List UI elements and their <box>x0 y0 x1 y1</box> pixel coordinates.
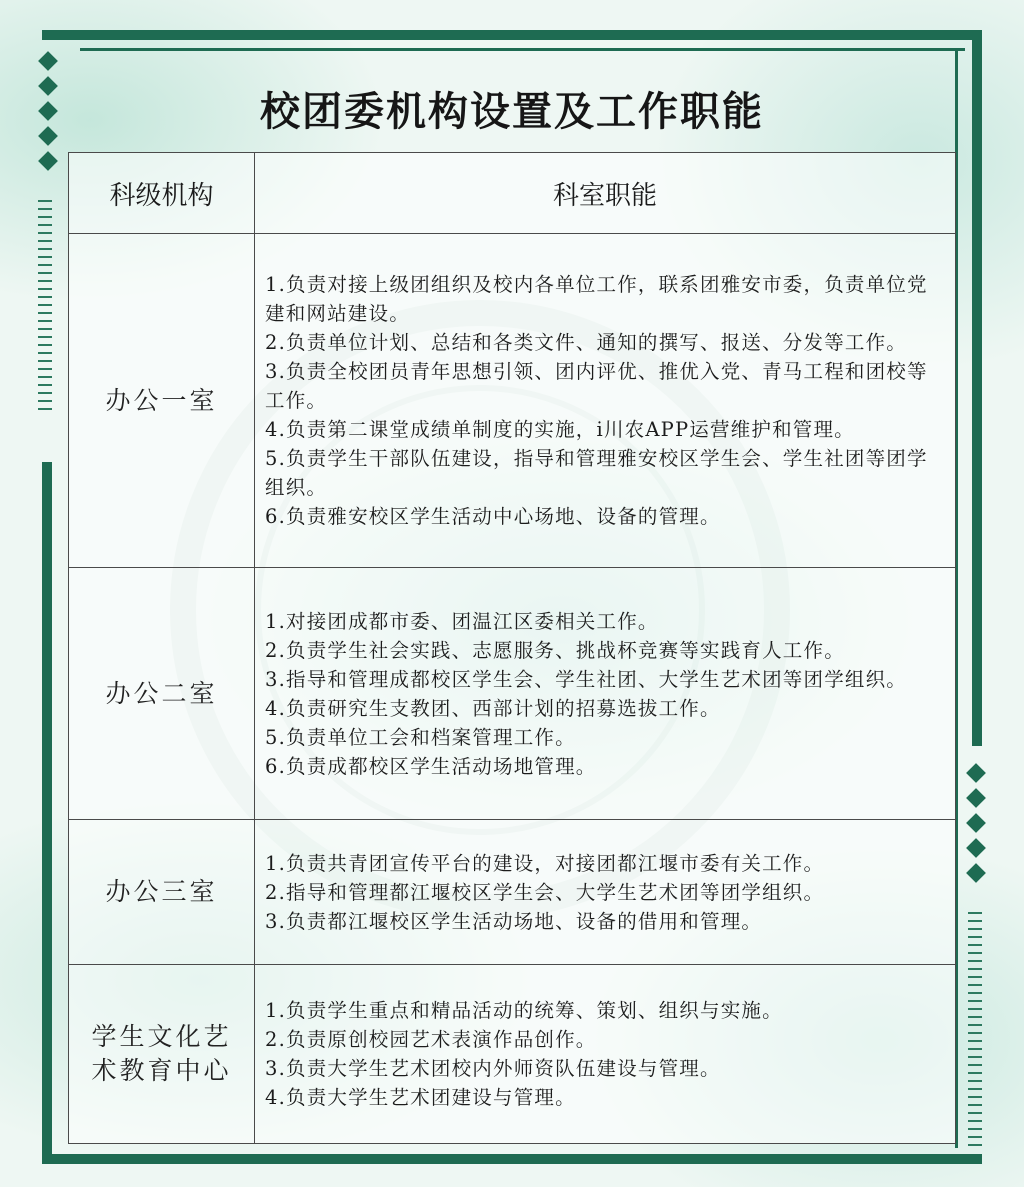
duty-item: 5.负责学生干部队伍建设，指导和管理雅安校区学生会、学生社团等团学组织。 <box>265 447 928 499</box>
duty-cell <box>255 965 956 1144</box>
diamond-icon <box>38 76 58 96</box>
duty-item: 2.负责学生社会实践、志愿服务、挑战杯竞赛等实践育人工作。 <box>265 638 845 662</box>
duty-cell <box>255 568 956 820</box>
diamond-icon <box>38 126 58 146</box>
diamond-icon <box>966 788 986 808</box>
diamond-icon <box>38 151 58 171</box>
duties-table <box>68 152 956 1144</box>
page-title: 校团委机构设置及工作职能 <box>260 89 764 135</box>
duty-item: 4.负责研究生支教团、西部计划的招募选拔工作。 <box>265 696 721 720</box>
frame-left-bar <box>42 462 52 1164</box>
dash-ornament-left <box>38 200 52 416</box>
duty-item: 1.负责学生重点和精品活动的统筹、策划、组织与实施。 <box>265 999 783 1022</box>
duty-item: 1.负责共青团宣传平台的建设，对接团都江堰市委有关工作。 <box>265 851 825 875</box>
diamond-icon <box>966 863 986 883</box>
duty-item: 1.对接团成都市委、团温江区委相关工作。 <box>265 609 659 633</box>
frame-right-bar <box>972 30 982 746</box>
diamond-ornament-left <box>38 54 58 179</box>
diamond-ornament-right <box>966 766 986 891</box>
duty-item: 3.指导和管理成都校区学生会、学生社团、大学生艺术团等团学组织。 <box>265 667 908 691</box>
header-duties: 科室职能 <box>255 153 956 234</box>
header-dept: 科级机构 <box>69 153 255 234</box>
dept-cell: 办公三室 <box>69 820 255 965</box>
table-row <box>69 820 956 965</box>
duty-cell <box>255 234 956 568</box>
dept-cell: 学生文化艺术教育中心 <box>69 965 255 1144</box>
duty-item: 4.负责第二课堂成绩单制度的实施，i川农APP运营维护和管理。 <box>265 418 855 441</box>
table-header-row <box>69 153 956 234</box>
duty-item: 2.负责原创校园艺术表演作品创作。 <box>265 1028 597 1051</box>
diamond-icon <box>38 51 58 71</box>
dept-cell: 办公一室 <box>69 234 255 568</box>
dept-cell: 办公二室 <box>69 568 255 820</box>
duty-item: 2.指导和管理都江堰校区学生会、大学生艺术团等团学组织。 <box>265 880 825 904</box>
table-row <box>69 965 956 1144</box>
diamond-icon <box>38 101 58 121</box>
duty-item: 1.负责对接上级团组织及校内各单位工作，联系团雅安市委，负责单位党建和网站建设。 <box>265 273 928 325</box>
duty-item: 2.负责单位计划、总结和各类文件、通知的撰写、报送、分发等工作。 <box>265 331 908 354</box>
duty-item: 6.负责雅安校区学生活动中心场地、设备的管理。 <box>265 505 721 528</box>
dash-ornament-right <box>968 912 982 1152</box>
duty-item: 3.负责大学生艺术团校内外师资队伍建设与管理。 <box>265 1057 721 1080</box>
diamond-icon <box>966 813 986 833</box>
table-row <box>69 568 956 820</box>
duty-item: 6.负责成都校区学生活动场地管理。 <box>265 754 597 778</box>
duty-item: 4.负责大学生艺术团建设与管理。 <box>265 1086 576 1109</box>
frame-bottom-bar <box>42 1154 982 1164</box>
frame-top-bar <box>42 30 982 40</box>
table-row <box>69 234 956 568</box>
duty-item: 3.负责全校团员青年思想引领、团内评优、推优入党、青马工程和团校等工作。 <box>265 360 928 412</box>
diamond-icon <box>966 838 986 858</box>
frame-top-line <box>80 48 965 51</box>
duty-cell <box>255 820 956 965</box>
diamond-icon <box>966 763 986 783</box>
duty-item: 3.负责都江堰校区学生活动场地、设备的借用和管理。 <box>265 909 763 933</box>
duty-item: 5.负责单位工会和档案管理工作。 <box>265 725 576 749</box>
